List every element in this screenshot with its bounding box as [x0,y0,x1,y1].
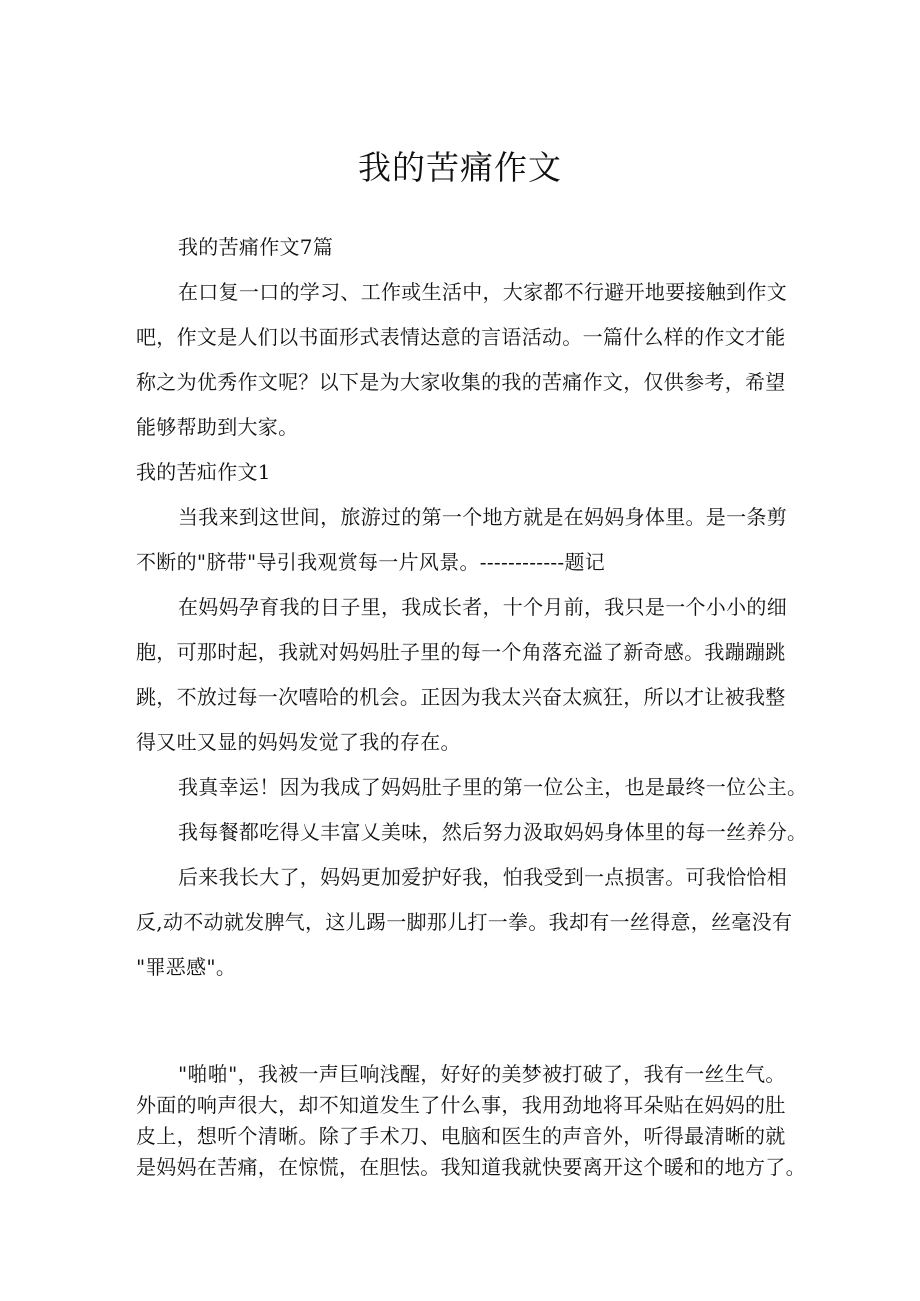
text-line: 得又吐又显的妈妈发觉了我的存在。 [136,730,461,754]
text-line: 后来我长大了，妈妈更加爱护好我，怕我受到一点损害。可我恰恰相 [178,865,787,889]
subtitle-line: 我的苦痛作文7篇 [178,235,334,259]
text-line: 称之为优秀作文呢？以下是为大家收集的我的苦痛作文，仅供参考，希望 [136,370,786,394]
text-line: "啪啪"，我被一声巨响浅醒，好好的美梦被打破了，我有一丝生气。 [178,1062,786,1086]
text-line: 是妈妈在苦痛，在惊慌，在胆怯。我知道我就快要离开这个暖和的地方了。 [136,1155,806,1179]
text-line: 皮上，想听个清晰。除了手术刀、电脑和医生的声音外，听得最清晰的就 [136,1124,786,1148]
text-line: 当我来到这世间，旅游过的第一个地方就是在妈妈身体里。是一条剪 [178,505,787,529]
text-line: 跳，不放过每一次嘻哈的机会。正因为我太兴奋太疯狂，所以才让被我整 [136,685,786,709]
text-line: "罪恶感"。 [136,955,237,979]
final-paragraph [136,1059,806,1183]
text-line: 外面的响声很大，却不知道发生了什么事，我用劲地将耳朵贴在妈妈的肚 [136,1093,786,1117]
text-line: 反,动不动就发脾气，这儿踢一脚那儿打一拳。我却有一丝得意，丝毫没有 [136,910,793,934]
intro-section [136,225,808,990]
text-line: 不断的"脐带"导引我观赏每一片风景。------------题记 [136,550,606,574]
text-line: 在口复一口的学习、工作或生活中，大家都不行避开地要接触到作文 [178,280,787,304]
text-line: 能够帮助到大家。 [136,415,299,439]
text-line: 我每餐都吃得乂丰富乂美味，然后努力汲取妈妈身体里的每一丝养分。 [178,820,808,844]
text-line: 我真幸运！因为我成了妈妈肚子里的第一位公主，也是最终一位公主。 [178,775,808,799]
text-line: 胞，可那时起，我就对妈妈肚子里的每一个角落充溢了新奇感。我蹦蹦跳 [136,640,786,664]
text-line: 在妈妈孕育我的日子里，我成长者，十个月前，我只是一个小小的细 [178,595,787,619]
page-title: 我的苦痛作文 [358,148,562,187]
text-line: 吧，作文是人们以书面形式表情达意的言语活动。一篇什么样的作文才能 [136,325,786,349]
section-heading: 我的苦疝作文1 [136,460,271,484]
